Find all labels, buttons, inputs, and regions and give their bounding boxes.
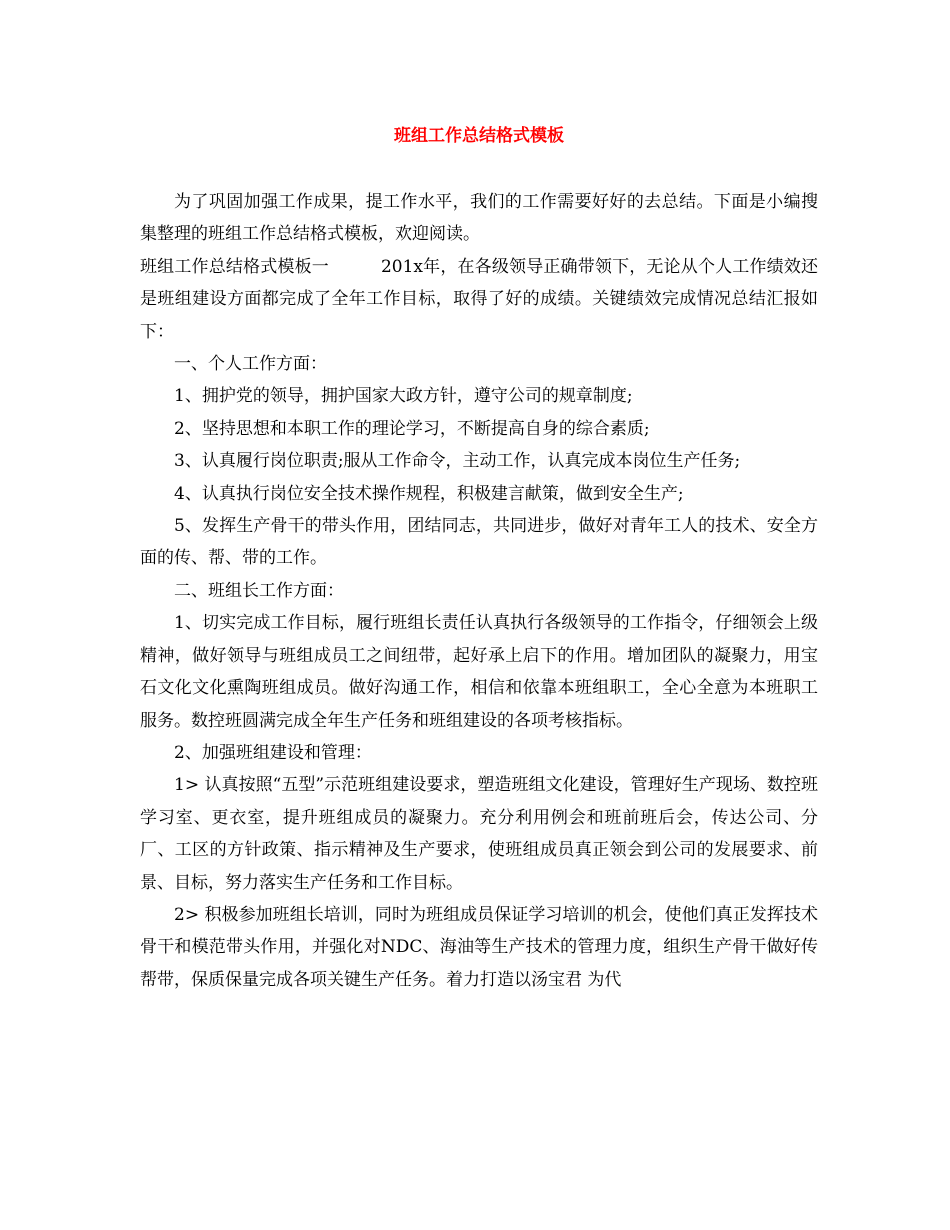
section2-item-2: 2、加强班组建设和管理：: [174, 742, 372, 763]
section1-item-2: 2、坚持思想和本职工作的理论学习，不断提高自身的综合素质;: [174, 418, 650, 439]
section2-subitem-2: 2> 积极参加班组长培训，同时为班组成员保证学习培训的机会，使他们真正发挥技术骨干和模范带头作用，并强化对NDC、海油等生产技术的管理力度，组织生产骨干做好传帮带，保质保量完成各项关键生产任务。着力打造以汤宝君 为代: [140, 904, 818, 990]
section2-heading: 二、班组长工作方面：: [174, 580, 344, 601]
section2-subitem-1: 1> 认真按照“五型”示范班组建设要求，塑造班组文化建设，管理好生产现场、数控班学习室、更衣室，提升班组成员的凝聚力。充分利用例会和班前班后会，传达公司、分厂、工区的方针政策、指示精神及生产要求，使班组成员真正领会到公司的发展要求、前景、目标，努力落实生产任务和工作目标。: [140, 775, 818, 893]
section2-item-1: 1、切实完成工作目标，履行班组长责任认真执行各级领导的工作指令，仔细领会上级精神，做好领导与班组成员工之间纽带，起好承上启下的作用。增加团队的凝聚力，用宝石文化文化熏陶班组成员。做好沟通工作，相信和依靠本班组职工，全心全意为本班职工服务。数控班圆满完成全年生产任务和班组建设的各项考核指标。: [140, 613, 818, 731]
template-label: 班组工作总结格式模板一: [140, 256, 329, 277]
section1-item-3: 3、认真履行岗位职责;服从工作命令，主动工作，认真完成本岗位生产任务;: [174, 451, 741, 472]
template-text: 201x年，在各级领导正确带领下，无论从个人工作绩效还是班组建设方面都完成了全年工作目标，取得了好的成绩。关键绩效完成情况总结汇报如下：: [140, 256, 818, 342]
document-title: 班组工作总结格式模板: [394, 126, 564, 146]
intro-paragraph: 为了巩固加强工作成果，提工作水平，我们的工作需要好好的去总结。下面是小编搜集整理的班组工作总结格式模板，欢迎阅读。: [140, 192, 818, 245]
section1-item-5: 5、发挥生产骨干的带头作用，团结同志，共同进步，做好对青年工人的技术、安全方面的传、帮、带的工作。: [140, 516, 818, 569]
section1-item-1: 1、拥护党的领导，拥护国家大政方针，遵守公司的规章制度;: [174, 386, 633, 407]
section1-item-4: 4、认真执行岗位安全技术操作规程，积极建言献策，做到安全生产;: [174, 483, 684, 504]
document-body: [140, 186, 818, 996]
template-paragraph: [140, 251, 818, 348]
section1-heading: 一、个人工作方面：: [174, 354, 327, 375]
